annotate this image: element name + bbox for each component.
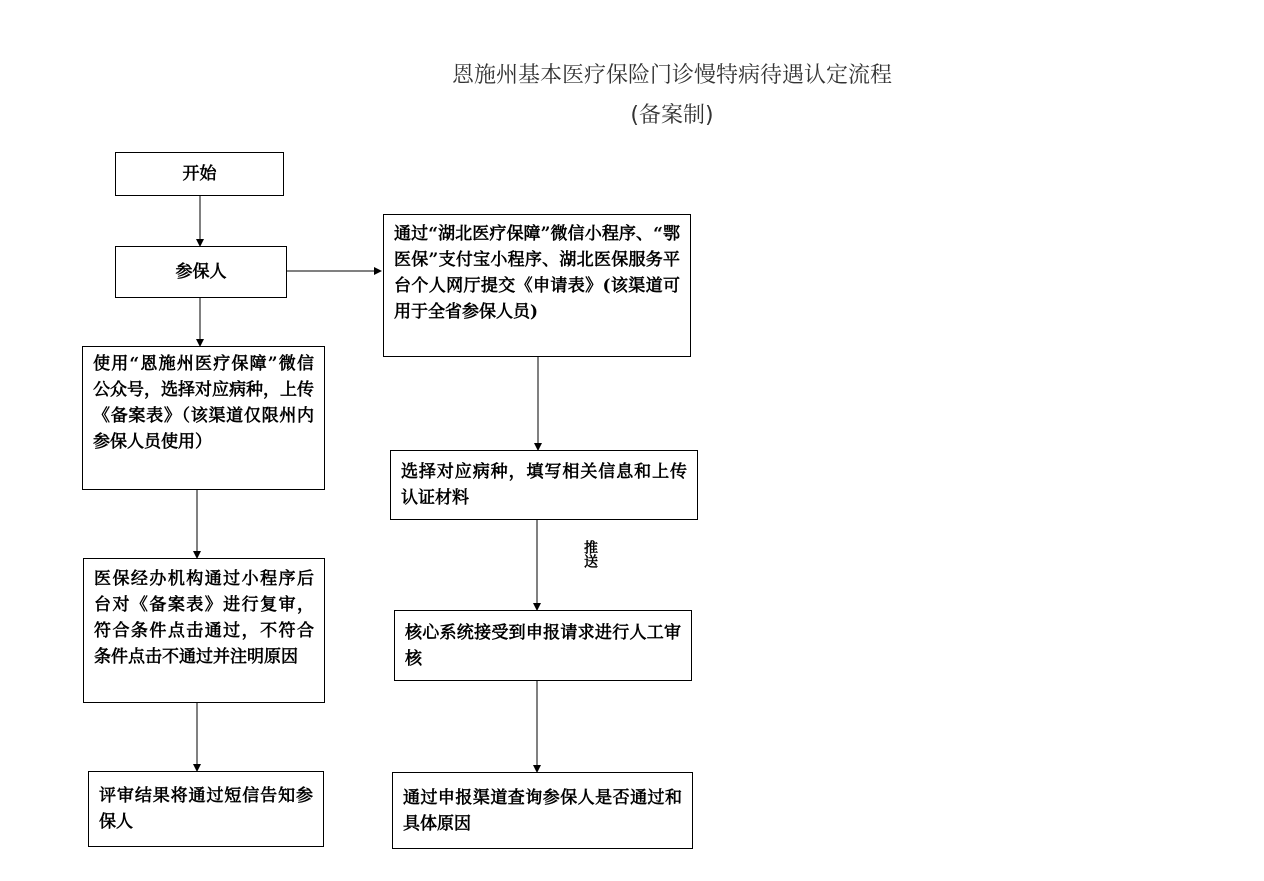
node-insured-text: 参保人 — [175, 262, 227, 282]
push-label: 推送 — [582, 540, 598, 568]
node-query-result-text: 通过申报渠道查询参保人是否通过和具体原因 — [403, 788, 682, 834]
node-review-agency — [83, 558, 325, 703]
node-start-text: 开始 — [182, 164, 217, 184]
page-title: 恩施州基本医疗保险门诊慢特病待遇认定流程 — [451, 63, 892, 88]
node-review-agency-text: 医保经办机构通过小程序后台对《备案表》进行复审，符合条件点击通过，不符合条件点击不通过并注明原因 — [94, 569, 314, 667]
node-query-result — [392, 772, 693, 849]
node-select-disease — [390, 450, 698, 520]
node-miniprogram-text: 通过“湖北医疗保障”微信小程序、“鄂医保”支付宝小程序、湖北医保服务平台个人网厅提交《申请表》(该渠道可用于全省参保人员) — [394, 224, 680, 322]
page-subtitle: (备案制) — [630, 103, 714, 128]
node-core-system-text: 核心系统接受到申报请求进行人工审核 — [405, 623, 681, 669]
node-wechat-public-text: 使用“恩施州医疗保障”微信公众号，选择对应病种，上传《备案表》（该渠道仅限州内参保人员使用） — [93, 354, 314, 452]
node-wechat-public — [82, 346, 325, 490]
node-select-disease-text: 选择对应病种，填写相关信息和上传认证材料 — [401, 462, 687, 508]
node-core-system — [394, 610, 692, 681]
node-insured — [115, 246, 287, 298]
node-sms-result-text: 评审结果将通过短信告知参保人 — [99, 786, 313, 832]
node-start — [115, 152, 284, 196]
node-sms-result — [88, 771, 324, 847]
node-miniprogram — [383, 214, 691, 357]
